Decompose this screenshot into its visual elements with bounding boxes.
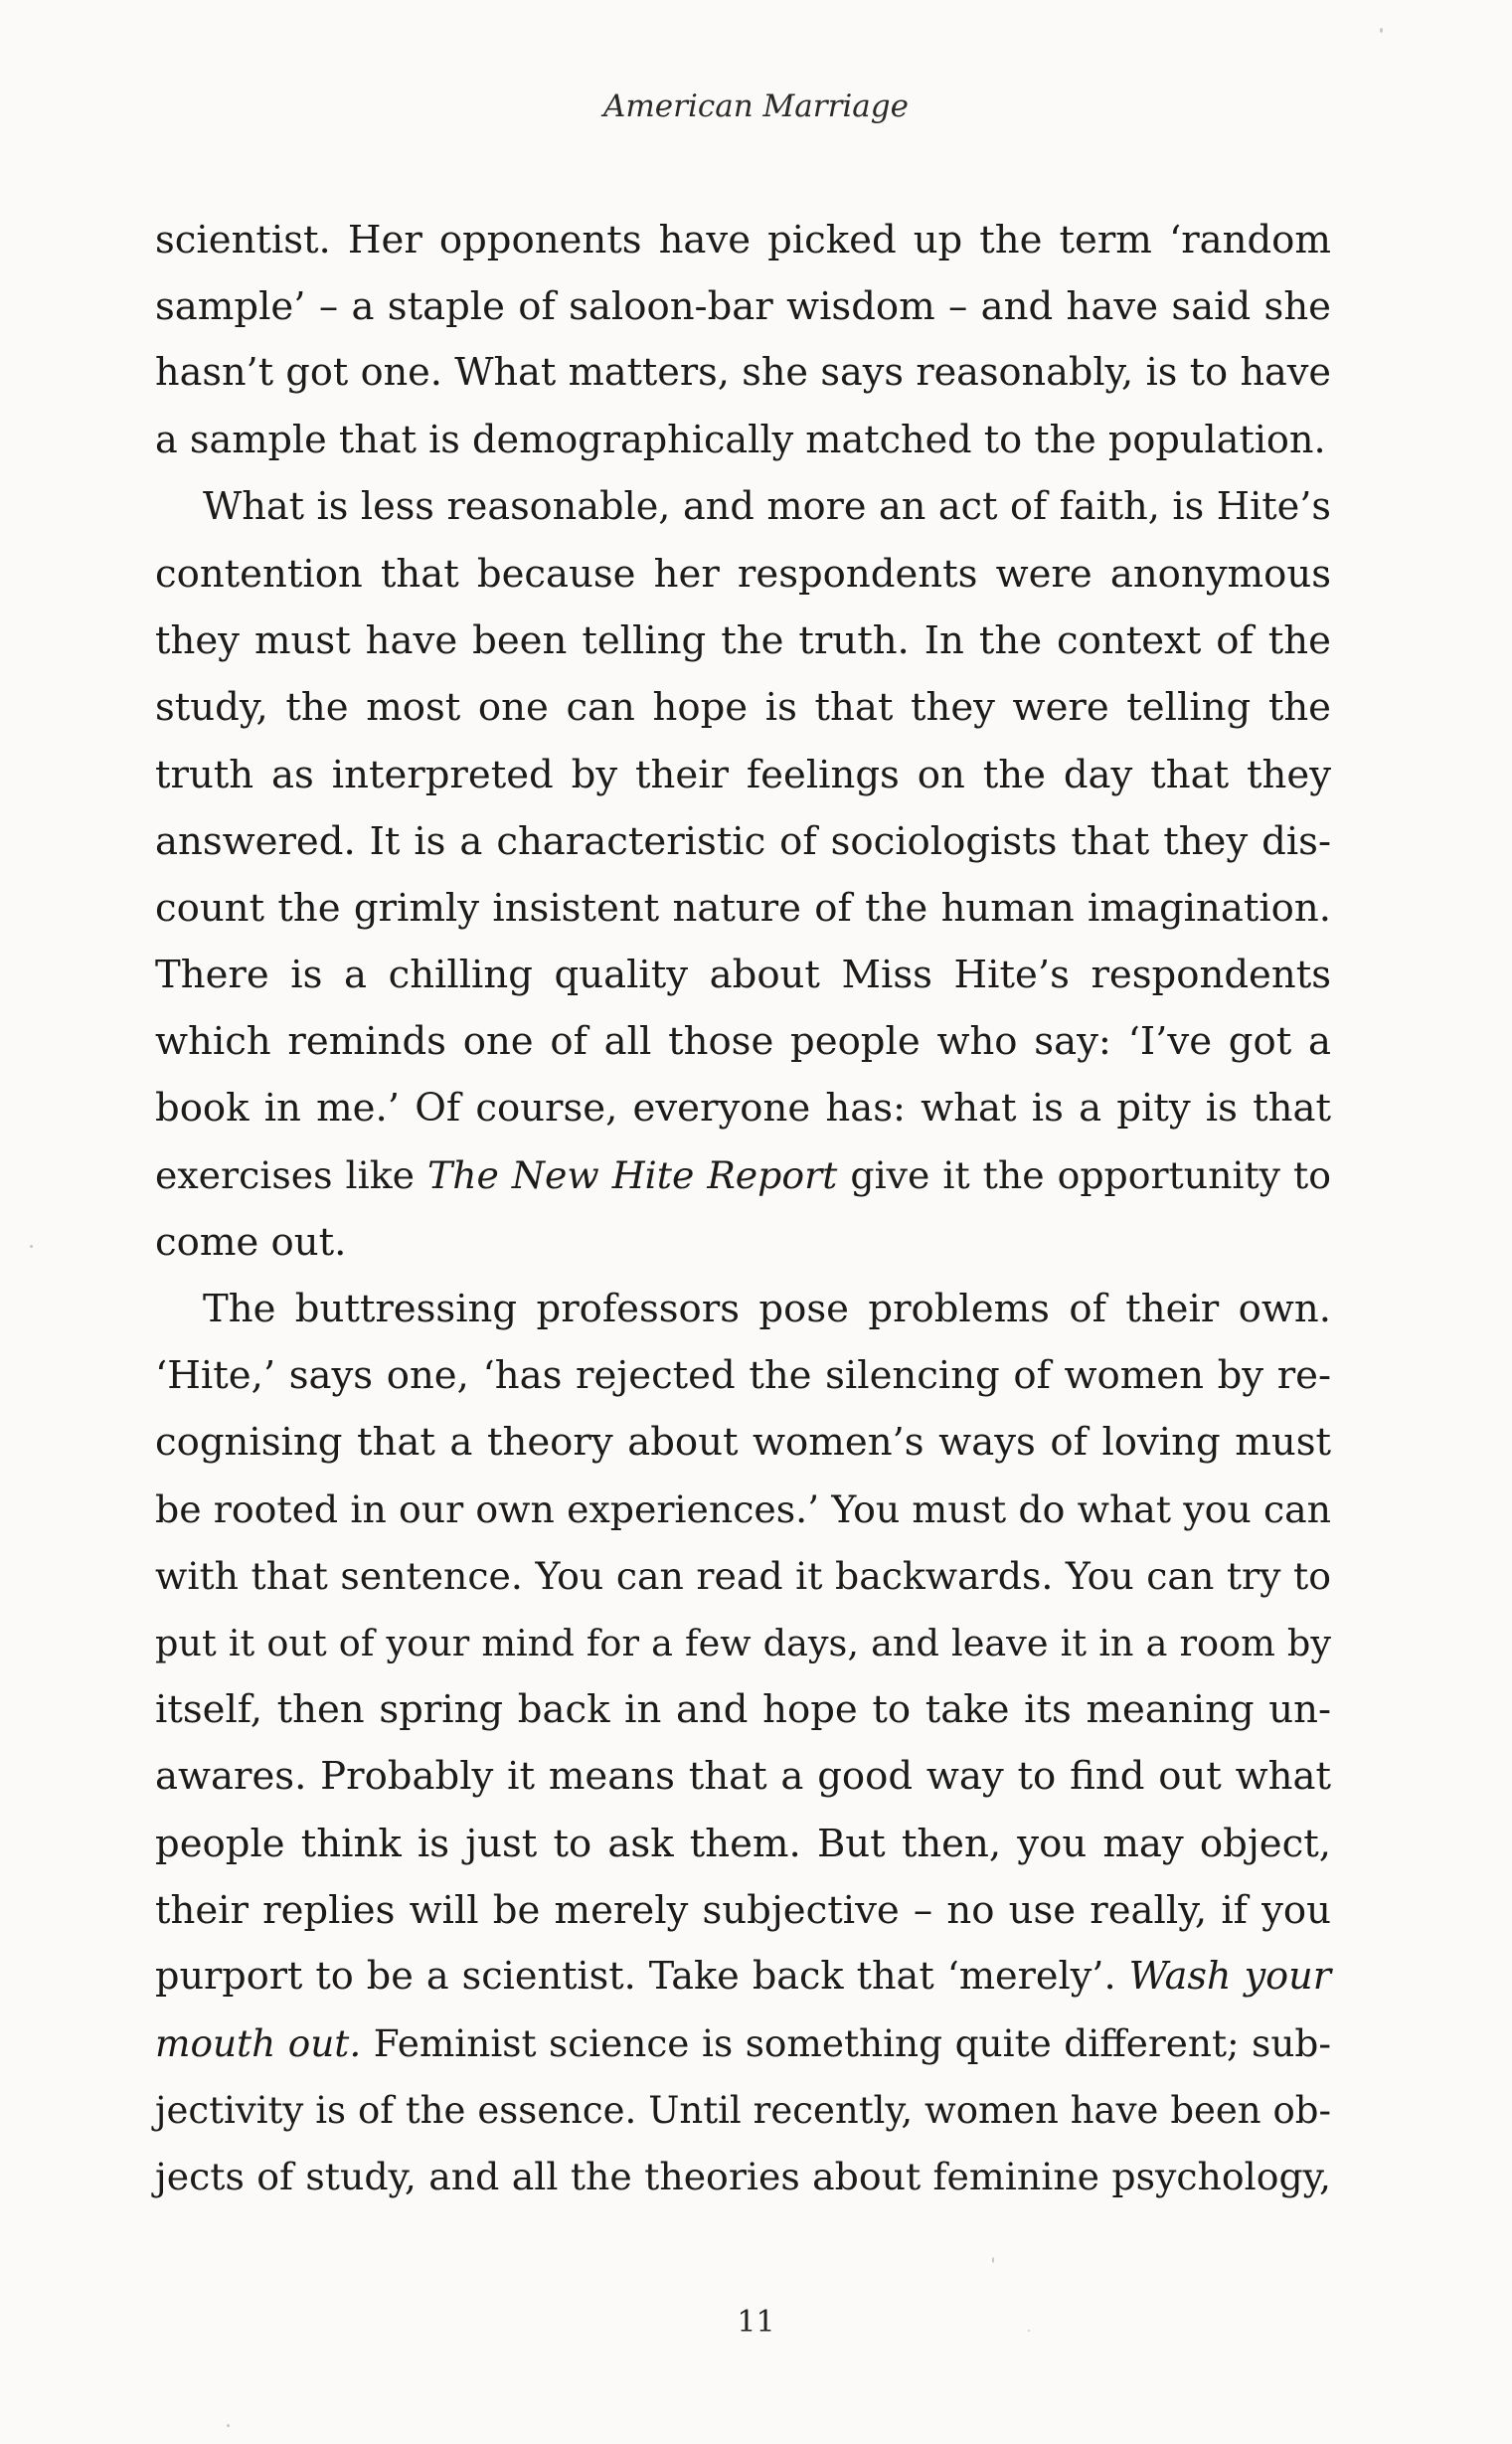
text-line: What is less reasonable, and more an act of faith, is Hite’s [203,484,1331,529]
text-line: study, the most one can hope is that they were telling the [155,685,1331,731]
scan-speck [992,2257,994,2263]
text-line: ‘Hite,’ says one, ‘has rejected the silencing of women by re- [155,1353,1331,1399]
italic-title: Wash your [1128,1954,1331,1999]
text-line: scientist. Her opponents have picked up the term ‘random [155,218,1331,262]
text-line [155,1944,1331,2010]
text-line: contention that because her respondents were anonymous [155,551,1331,597]
text-line: with that sentence. You can read it backwards. You can try to [155,1553,1331,1598]
body-text [155,207,1331,2211]
text-line: they must have been telling the truth. In the context of the [155,618,1331,664]
text-line: truth as interpreted by their feelings on the day that they [155,752,1331,797]
text-segment: purport to be a scientist. Take back that ‘merely’. [155,1954,1129,1999]
page-number: 11 [737,2305,775,2340]
text-line: cognising that a theory about women’s ways of loving must [155,1420,1331,1466]
text-line: hasn’t got one. What matters, she says reasonably, is to have [155,351,1331,396]
text-line: come out. [155,1219,347,1265]
text-line: put it out of your mind for a few days, and leave it in a room by [155,1621,1331,1664]
text-line [155,1142,1331,1209]
text-line: answered. It is a characteristic of sociologists that they dis- [155,818,1331,864]
text-line: book in me.’ Of course, everyone has: what is a pity is that [155,1086,1331,1132]
scan-speck [1028,2330,1030,2332]
italic-title: The New Hite Report [427,1152,838,1197]
text-segment: Feminist science is something quite different; sub- [361,2021,1332,2066]
text-line: people think is just to ask them. But then, you may object, [155,1821,1331,1866]
text-segment: exercises like [155,1152,427,1197]
scan-speck [30,1245,33,1248]
text-line: jects of study, and all the theories about feminine psychology, [155,2155,1331,2199]
running-head: American Marriage [603,88,909,124]
text-line: The buttressing professors pose problems of their own. [203,1287,1331,1331]
text-line: be rooted in our own experiences.’ You must do what you can [155,1486,1331,1531]
text-line: their replies will be merely subjective – no use really, if you [155,1887,1331,1933]
text-line: There is a chilling quality about Miss Hite’s respondents [155,953,1331,998]
text-line: sample’ – a staple of saloon-bar wisdom – and have said she [155,284,1331,330]
text-line: a sample that is demographically matched to the population. [155,418,1326,462]
italic-title: mouth out. [155,2021,362,2066]
text-line: awares. Probably it means that a good way to find out what [155,1754,1331,1800]
text-line: which reminds one of all those people who say: ‘I’ve got a [155,1019,1331,1065]
text-line: count the grimly insistent nature of the human imagination. [155,885,1331,931]
scan-speck [227,2424,230,2427]
text-line: jectivity is of the essence. Until recently, women have been ob- [155,2089,1331,2133]
scan-speck [1380,28,1383,33]
text-line [155,2010,1331,2077]
text-segment: give it the opportunity to [837,1152,1331,1197]
text-line: itself, then spring back in and hope to take its meaning un- [155,1687,1331,1733]
